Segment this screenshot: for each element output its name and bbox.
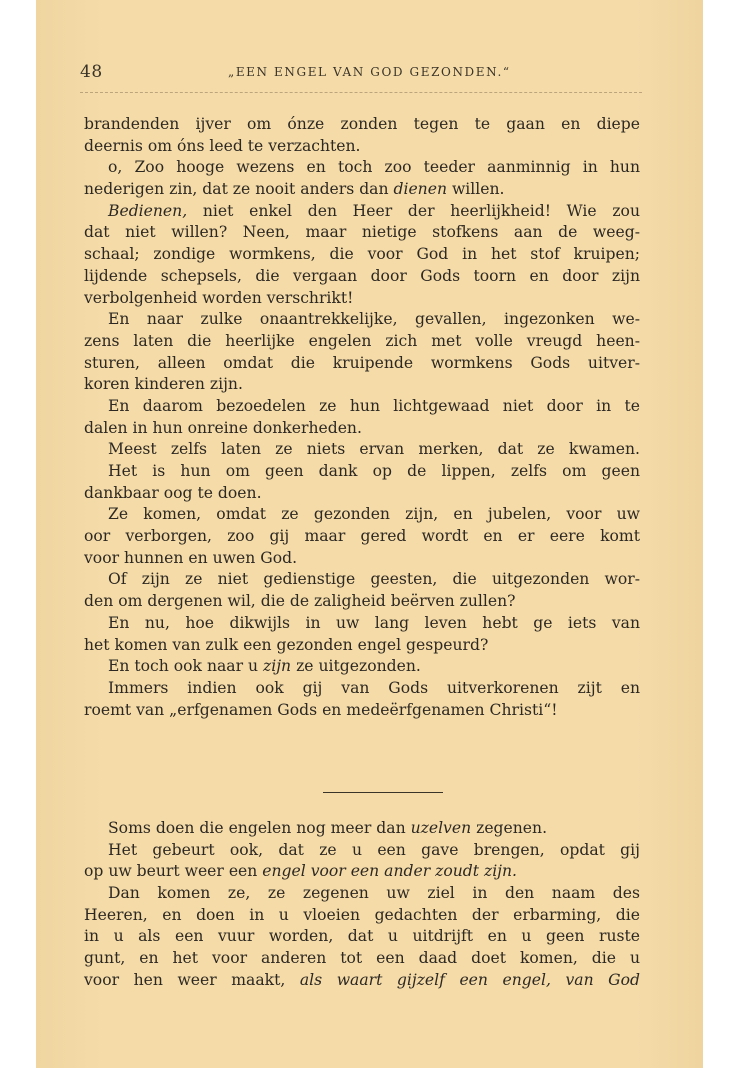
text-run: o, Zoo hooge wezens en toch zoo teeder aanminnig in hun (108, 158, 640, 177)
running-title: „EEN ENGEL VAN GOD GEZONDEN.“ (228, 65, 511, 79)
text-line (84, 483, 640, 505)
text-run: En toch ook naar u (108, 657, 264, 676)
text-run: Of zijn ze niet gedienstige geesten, die uitgezonden wor- (108, 570, 640, 589)
text-run: schaal; zondige wormkens, die voor God in het stof kruipen; (84, 245, 640, 264)
text-run: roemt van „erfgenamen Gods en medeërfgenamen Christi“! (84, 700, 558, 719)
text-run: voor hen weer maakt, (84, 970, 300, 989)
text-line (84, 157, 640, 179)
page-header (80, 62, 640, 84)
section-divider (323, 792, 443, 793)
italic-text: uzelven (410, 819, 472, 837)
text-line (84, 700, 640, 722)
text-line (84, 114, 640, 136)
text-block-second (84, 818, 640, 992)
text-line (84, 970, 640, 992)
header-rule (80, 92, 642, 93)
text-line (84, 309, 640, 331)
text-run: dankbaar oog te doen. (84, 483, 262, 502)
text-line (84, 396, 640, 418)
text-run: den om dergenen wil, die de zaligheid beërven zullen? (84, 592, 516, 611)
text-run: oor verborgen, zoo gij maar gered wordt en er eere komt (84, 527, 640, 546)
text-run: deernis om óns leed te verzachten. (84, 136, 361, 155)
text-run: gunt, en het voor anderen tot een daad doet komen, die u (84, 949, 640, 968)
text-run: voor hunnen en uwen God. (84, 548, 298, 567)
page-number: 48 (80, 62, 103, 82)
italic-text: engel voor een ander zoudt zijn. (262, 862, 518, 881)
text-line (84, 548, 640, 570)
text-line (84, 656, 640, 678)
text-run: En naar zulke onaantrekkelijke, gevallen, ingezonken we- (108, 310, 640, 329)
text-run: in u als een vuur worden, dat u uitdrijft en u geen ruste (84, 927, 640, 946)
text-run: zens laten die heerlijke engelen zich met volle vreugd heen- (84, 331, 640, 350)
text-block-main (84, 114, 640, 721)
text-run: Ze komen, omdat ze gezonden zijn, en jubelen, voor uw (108, 505, 640, 524)
text-line (84, 331, 640, 353)
text-line (84, 613, 640, 635)
italic-text: als waart gijzelf een engel, van God (299, 970, 640, 989)
text-line (84, 136, 640, 158)
text-run: het komen van zulk een gezonden engel gespeurd? (84, 635, 489, 654)
text-run: ze uitgezonden. (291, 657, 421, 676)
text-run: Dan komen ze, ze zegenen uw ziel in den naam des (108, 884, 640, 903)
text-run: op uw beurt weer een (84, 862, 263, 881)
text-line (84, 635, 640, 657)
text-line (84, 179, 640, 201)
text-run: Het is hun om geen dank op de lippen, zelfs om geen (108, 462, 640, 480)
text-line (84, 504, 640, 526)
text-line (84, 926, 640, 948)
text-line (84, 526, 640, 548)
text-line (84, 418, 640, 440)
text-run: Soms doen die engelen nog meer dan (108, 819, 411, 837)
text-line (84, 861, 640, 883)
text-run: niet enkel den Heer der heerlijkheid! Wie zou (187, 201, 640, 220)
text-run: Immers indien ook gij van Gods uitverkorenen zijt en (108, 678, 640, 697)
text-line (84, 266, 640, 288)
text-run: Het gebeurt ook, dat ze u een gave brengen, opdat gij (108, 840, 640, 859)
text-line (84, 288, 640, 310)
text-line (84, 201, 640, 223)
text-line (84, 591, 640, 613)
text-line (84, 883, 640, 905)
text-line (84, 244, 640, 266)
text-line (84, 374, 640, 396)
text-line (84, 569, 640, 591)
text-run: Meest zelfs laten ze niets ervan merken, dat ze kwamen. (108, 440, 640, 459)
text-line (84, 439, 640, 461)
text-line (84, 818, 640, 840)
text-line (84, 905, 640, 927)
text-run: dalen in hun onreine donkerheden. (84, 418, 362, 437)
text-run: brandenden ijver om ónze zonden tegen te gaan en diepe (84, 115, 640, 133)
text-line (84, 678, 640, 700)
text-run: lijdende schepsels, die vergaan door Gods toorn en door zijn (84, 266, 640, 285)
text-run: sturen, alleen omdat die kruipende wormkens Gods uitver- (84, 353, 640, 372)
text-run: nederigen zin, dat ze nooit anders dan (84, 180, 394, 199)
text-run: koren kinderen zijn. (84, 375, 243, 394)
italic-text: Bedienen, (108, 201, 188, 220)
text-run: verbolgenheid worden verschrikt! (84, 288, 354, 307)
text-run: Heeren, en doen in u vloeien gedachten der erbarming, die (84, 905, 640, 924)
italic-text: dienen (393, 180, 447, 199)
italic-text: zijn (263, 657, 292, 676)
text-run: zegenen. (471, 819, 548, 837)
text-run: En nu, hoe dikwijls in uw lang leven hebt ge iets van (108, 613, 640, 632)
text-line (84, 840, 640, 862)
text-run: En daarom bezoedelen ze hun lichtgewaad niet door in te (108, 396, 640, 415)
text-line (84, 353, 640, 375)
text-line (84, 461, 640, 483)
text-run: willen. (447, 180, 505, 199)
text-line (84, 948, 640, 970)
text-run: dat niet willen? Neen, maar nietige stofkens aan de weeg- (84, 223, 640, 242)
text-line (84, 222, 640, 244)
